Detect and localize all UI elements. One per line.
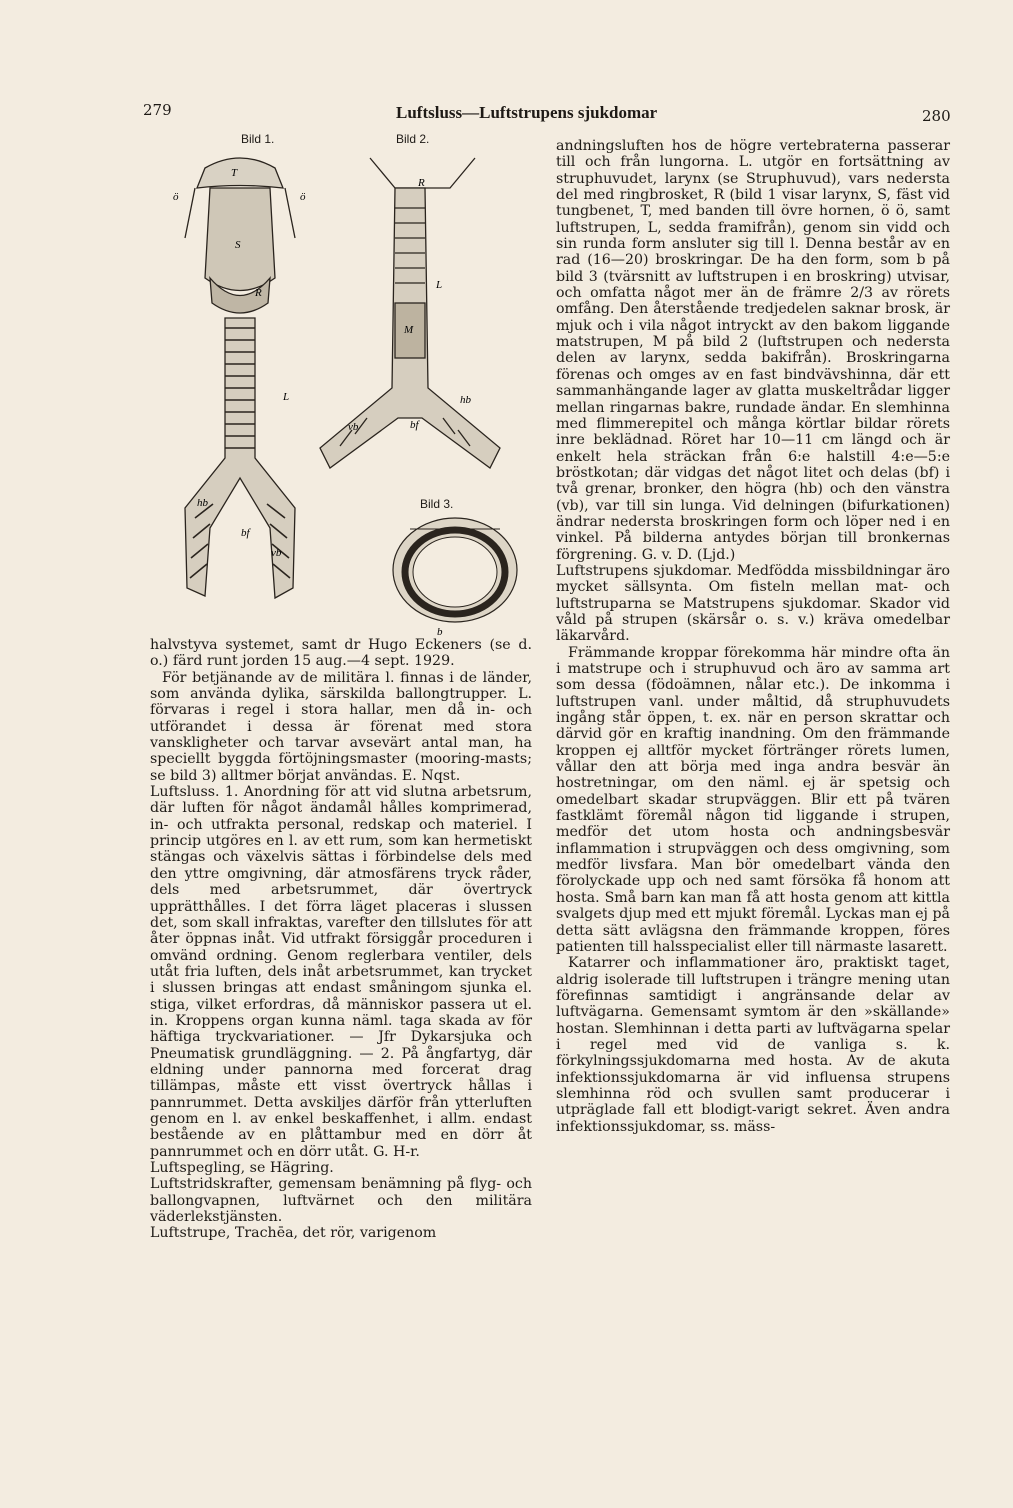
paragraph: För betjänande av de militära l. finnas i de länder, som använda dylika, särskilda ballongtrupper. L. förvaras i regel i stora hallar, men då in- och utförandet i dessa är förenat med stora vanskligheter och tarvar avsevärt antal man, ha speciellt byggda förtöjningsmaster (mooring-masts; se bild 3) alltmer börjat användas. E. Nqst.	[150, 669, 532, 784]
figure-1-label-bf: bf	[241, 527, 250, 539]
figure-3-cross-section	[380, 495, 530, 640]
figure-2-drawing	[300, 128, 520, 488]
figure-3-drawing	[380, 495, 530, 640]
figure-1-label-R: R	[255, 287, 262, 299]
entry-luftstrupens-sjukdomar: Luftstrupens sjukdomar. Medfödda missbildningar äro mycket sällsynta. Om fisteln mellan mat- och luftstruparna se Matstrupens sjukdomar. Skador vid våld på strupen (skärsår o. s. v.) kräva omedelbar läkarvård.	[556, 562, 950, 645]
figure-1-label-o-left: ö	[173, 191, 179, 203]
figure-2-caption: Bild 2.	[396, 132, 430, 146]
figure-1-drawing	[165, 128, 315, 628]
paragraph: andningsluften hos de högre vertebraterna passerar till och från lungorna. L. utgör en fortsättning av struphuvudet, larynx (se Struphuvud), vars nedersta del med ringbrosket, R (bild 1 visar larynx, S, fäst vid tungbenet, T, med banden till övre hornen, ö ö, samt luftstrupen, L, sedda framifrån), genom sin vidd och sin runda form ansluter sig till l. Denna består av en rad (16—20) broskringar. De ha den form, som b på bild 3 (tvärsnitt av luftstrupen i en broskring) utvisar, och omfatta något mer än de främre 2/3 av rörets omfång. Den återstående tredjedelen saknar brosk, är mjuk och i vila något intryckt av den bakom liggande matstrupen, M på bild 2 (luftstrupen och nedersta delen av larynx, sedda bakifrån). Broskringarna förenas och omges av en fast bindvävshinna, där ett sammanhängande lager av glatta muskeltrådar ligger mellan ringarnas bakre, rundade ändar. En slemhinna med flimmerepitel och många körtlar bildar rörets inre beklädnad. Röret har 10—11 cm längd och är enkelt hela sträckan från 6:e halstill 4:e—5:e bröstkotan; där vidgas det något litet och delas (bf) i två grenar, bronker, den högra (hb) och den vänstra (vb), var till sin lunga. Vid delningen (bifurkationen) ändrar nedersta broskringen form och löper ned i en vinkel. På bilderna antydes början till bronkernas förgrening. G. v. D. (Ljd.)	[556, 138, 950, 563]
running-title: Luftsluss—Luftstrupens sjukdomar	[396, 103, 658, 122]
entry-luftstrupe: Luftstrupe, Trachēa, det rör, varigenom	[150, 1225, 437, 1242]
figure-1-label-vb: vb	[271, 547, 282, 559]
left-column	[150, 637, 532, 1242]
right-column	[556, 138, 950, 1135]
figure-2-label-R: R	[418, 177, 425, 189]
entry-luftspegling: Luftspegling, se Hägring.	[150, 1160, 334, 1176]
figure-2-label-L: L	[436, 279, 443, 291]
figure-2-label-vb: vb	[348, 421, 359, 433]
figure-2-label-bf: bf	[410, 419, 419, 431]
paragraph: Främmande kroppar förekomma här mindre ofta än i matstrupe och i struphuvud och äro av samma art som dessa (födoämnen, nålar etc.). De inkomma i luftstrupen vanl. under måltid, då struphuvudets ingång står öppen, t. ex. när en person skrattar och därvid gör en kraftig inandning. Om den främmande kroppen ej alltför mycket förtränger rörets lumen, vållar den att börja med inga andra besvär än hostretningar, om den näml. ej är spetsig och omedelbart skadar strupväggen. Blir ett på tvären fastklämt föremål någon tid liggande i strupen, medför det utom hosta och andningsbesvär inflammation i strupväggen och dess omgivning, som medför livsfara. Man bör omedelbart vända den förolyckade upp och ned samt försöka få honom att hosta. Små barn kan man få att hosta genom att kittla svalgets djup med ett mjukt föremål. Lyckas man ej på detta sätt avlägsna den främmande kroppen, föres patienten till halsspecialist eller till närmaste lasarett.	[556, 644, 950, 955]
figure-2-label-M: M	[404, 324, 414, 336]
page-number-right: 280	[922, 107, 951, 125]
page-number-left: 279	[143, 101, 172, 119]
figure-2-trachea-rear	[300, 128, 520, 488]
figure-1-larynx-trachea	[165, 128, 315, 628]
figure-1-label-T: T	[231, 167, 238, 179]
figure-1-label-S: S	[235, 239, 241, 251]
figure-1-label-hb: hb	[197, 497, 208, 509]
entry-luftstridskrafter: Luftstridskrafter, gemensam benämning på flyg- och ballongvapnen, luftvärnet och den militära väderlekstjänsten.	[150, 1176, 532, 1226]
paragraph: Katarrer och inflammationer äro, praktiskt taget, aldrig isolerade till luftstrupen i trängre mening utan förefinnas samtidigt i angränsande delar av luftvägarna. Gemensamt symtom är den »skällande» hostan. Slemhinnan i detta parti av luftvägarna spelar i regel med vid de vanliga s. k. förkylningssjukdomarna med hosta. Av de akuta infektionssjukdomarna är vid influensa strupens slemhinna röd och svullen samt producerar i utpräglade fall ett blodigt-varigt sekret. Även andra infektionssjukdomar, ss. mäss-	[556, 955, 950, 1135]
figure-1-caption: Bild 1.	[241, 132, 275, 146]
figure-2-label-hb: hb	[460, 394, 471, 406]
figure-3-caption: Bild 3.	[420, 497, 454, 511]
paragraph: halvstyva systemet, samt dr Hugo Eckeners (se d. o.) färd runt jorden 15 aug.—4 sept. 1929.	[150, 637, 532, 670]
figure-1-label-o-right: ö	[300, 191, 306, 203]
figure-1-label-L: L	[283, 391, 290, 403]
entry-luftsluss: Luftsluss. 1. Anordning för att vid slutna arbetsrum, där luften för något ändamål hålles komprimerad, in- och utfrakta personal, redskap och materiel. I princip utgöres en l. av ett rum, som kan hermetiskt stängas och växelvis sättas i förbindelse dels med den yttre omgivning, där atmosfärens tryck råder, dels med arbetsrummet, där övertryck upprätthålles. I det förra läget placeras i slussen det, som skall infraktas, varefter den tillslutes för att åter öppnas inåt. Vid utfrakt försiggår proceduren i omvänd ordning. Genom reglerbara ventiler, dels utåt fria luften, dels inåt arbetsrummet, kan trycket i slussen bringas att endast småningom sjunka el. stiga, vilket erfordras, då människor passera ut el. in. Kroppens organ kunna näml. taga skada av för häftiga tryckvariationer. — Jfr Dykarsjuka och Pneumatisk grundläggning. — 2. På ångfartyg, där eldning under pannorna med forcerat drag tillämpas, måste ett visst övertryck hållas i pannrummet. Detta avskiljes därför från ytterluften genom en l. av enkel beskaffenhet, i allm. endast bestående av en plåttambur med en dörr åt pannrummet och en dörr utåt. G. H-r.	[150, 784, 532, 1160]
figure-3-label-b: b	[437, 626, 443, 638]
